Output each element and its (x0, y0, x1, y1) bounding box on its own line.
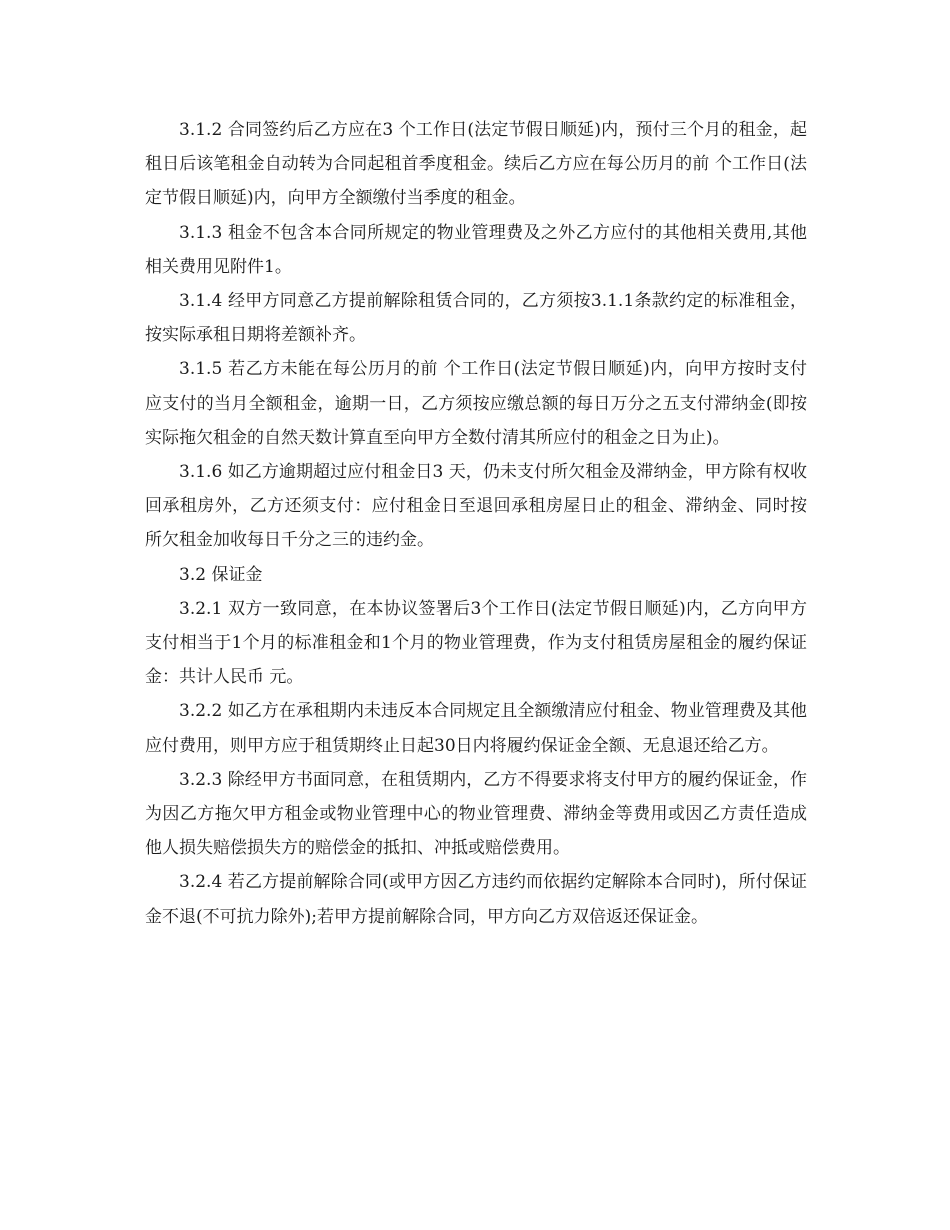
clause-3-1-6: 3.1.6 如乙方逾期超过应付租金日3 天，仍未支付所欠租金及滞纳金，甲方除有权收回承租房外，乙方还须支付：应付租金日至退回承租房屋日止的租金、滞纳金、同时按所欠租金加收每日千分之三的违约金。 (145, 462, 807, 551)
clause-3-1-2: 3.1.2 合同签约后乙方应在3 个工作日(法定节假日顺延)内，预付三个月的租金，起租日后该笔租金自动转为合同起租首季度租金。续后乙方应在每公历月的前 个工作日(法定节假日顺延)内，向甲方全额缴付当季度的租金。 (145, 120, 807, 209)
document-body (145, 113, 807, 934)
clause-3-1-3: 3.1.3 租金不包含本合同所规定的物业管理费及之外乙方应付的其他相关费用,其他相关费用见附件1。 (145, 222, 807, 277)
clause-3-2-3: 3.2.3 除经甲方书面同意，在租赁期内，乙方不得要求将支付甲方的履约保证金，作为因乙方拖欠甲方租金或物业管理中心的物业管理费、滞纳金等费用或因乙方责任造成他人损失赔偿损失方的赔偿金的抵扣、冲抵或赔偿费用。 (145, 769, 807, 859)
clause-3-1-4: 3.1.4 经甲方同意乙方提前解除租赁合同的，乙方须按3.1.1条款约定的标准租金，按实际承租日期将差额补齐。 (145, 291, 807, 346)
section-heading-3-2: 3.2 保证金 (179, 564, 263, 585)
clause-3-2-2: 3.2.2 如乙方在承租期内未违反本合同规定且全额缴清应付租金、物业管理费及其他应付费用，则甲方应于租赁期终止日起30日内将履约保证金全额、无息退还给乙方。 (145, 701, 807, 756)
clause-3-2-4: 3.2.4 若乙方提前解除合同(或甲方因乙方违约而依据约定解除本合同时)，所付保证金不退(不可抗力除外);若甲方提前解除合同，甲方向乙方双倍返还保证金。 (145, 872, 807, 927)
clause-3-2-1: 3.2.1 双方一致同意，在本协议签署后3个工作日(法定节假日顺延)内，乙方向甲方支付相当于1个月的标准租金和1个月的物业管理费，作为支付租赁房屋租金的履约保证金：共计人民币 元。 (145, 598, 807, 688)
clause-3-1-5: 3.1.5 若乙方未能在每公历月的前 个工作日(法定节假日顺延)内，向甲方按时支付应支付的当月全额租金，逾期一日，乙方须按应缴总额的每日万分之五支付滞纳金(即按实际拖欠租金的自然天数计算直至向甲方全数付清其所应付的租金之日为止)。 (145, 359, 807, 448)
